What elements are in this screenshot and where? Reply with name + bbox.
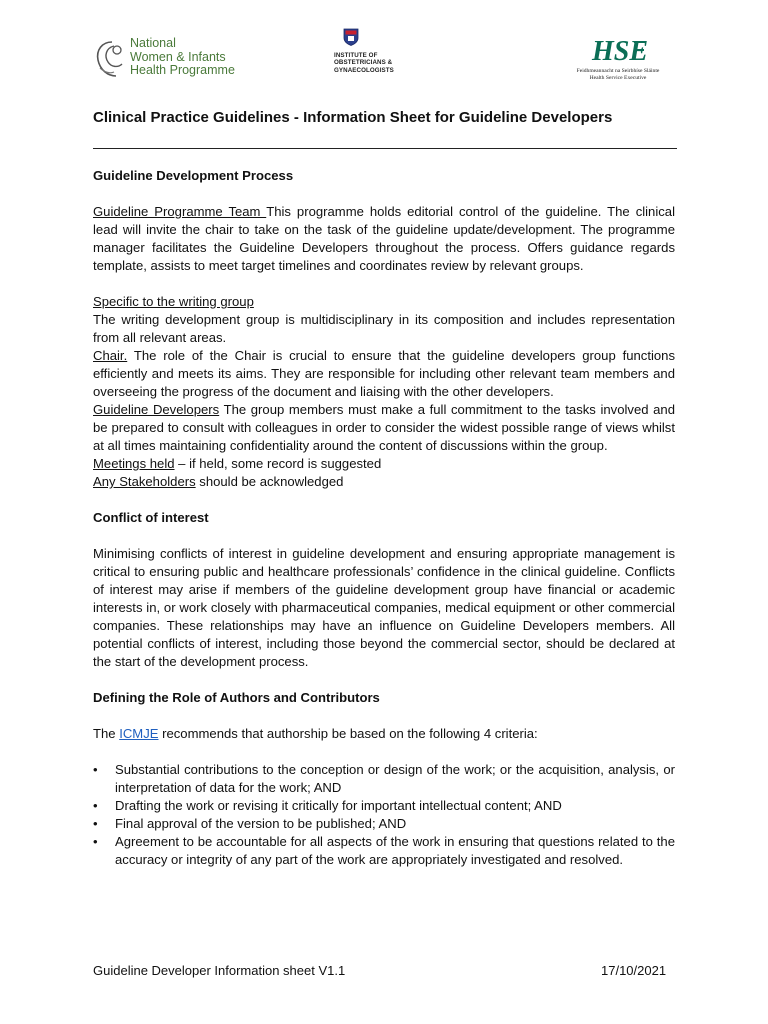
nwihp-logo — [92, 36, 252, 84]
section-heading-authors: Defining the Role of Authors and Contributors — [93, 690, 380, 705]
crest-icon — [343, 28, 359, 46]
list-item-text: Final approval of the version to be published; AND — [115, 816, 407, 831]
paragraph-chair — [93, 347, 675, 401]
list-item-text: Substantial contributions to the conception or design of the work; or the acquisition, analysis, or interpretation of data for the work; AND — [115, 762, 675, 795]
paragraph-icmje — [93, 725, 675, 743]
list-item — [93, 833, 675, 869]
paragraph-writing-group: The writing development group is multidisciplinary in its composition and includes representation from all relevant areas. — [93, 312, 675, 345]
paragraph-meetings — [93, 455, 675, 473]
mother-infant-icon — [92, 38, 132, 80]
label-developers: Guideline Developers — [93, 402, 220, 417]
icmje-link[interactable]: ICMJE — [119, 726, 159, 741]
label-stakeholders: Any Stakeholders — [93, 474, 196, 489]
document-title: Clinical Practice Guidelines - Information Sheet for Guideline Developers — [93, 109, 613, 126]
text-developers: The group members must make a full commitment to the tasks involved and be prepared to consult with colleagues in order to consider the widest possible range of views whilst at all times maintaining confidentiality around the content of discussions within the group. — [93, 402, 675, 453]
title-divider — [93, 148, 677, 149]
nwihp-logo-line1: National — [130, 36, 176, 50]
footer-document-name: Guideline Developer Information sheet V1.1 — [93, 963, 346, 978]
bullet-icon: • — [93, 762, 98, 777]
iog-logo-line2: OBSTETRICIANS & — [334, 59, 393, 67]
paragraph-programme-team — [93, 203, 675, 275]
label-meetings: Meetings held — [93, 456, 175, 471]
bullet-icon: • — [93, 834, 98, 849]
iog-logo-line3: GYNAECOLOGISTS — [334, 66, 394, 74]
paragraph-stakeholders — [93, 473, 675, 491]
paragraph-writing-group-label — [93, 293, 675, 311]
list-item — [93, 761, 675, 797]
label-chair: Chair. — [93, 348, 128, 363]
label-writing-group: Specific to the writing group — [93, 294, 254, 309]
hse-wordmark-icon — [590, 34, 650, 66]
text-icmje-post: recommends that authorship be based on the following 4 criteria: — [158, 726, 538, 741]
nwihp-logo-line3: Health Programme — [130, 63, 235, 77]
text-programme-team: This programme holds editorial control of the guideline. The clinical lead will invite the chair to take on the task of the guideline update/development. The programme manager facilitates the Guideline Developers throughout the process. Offers guidance regards template, assists to meet target timelines and coordinates review by relevant groups. — [93, 204, 675, 273]
section-heading-conflict: Conflict of interest — [93, 510, 209, 525]
text-icmje-pre: The — [93, 726, 120, 741]
section-heading-process: Guideline Development Process — [93, 168, 294, 183]
label-programme-team: Guideline Programme Team — [93, 204, 267, 219]
document-body — [93, 167, 675, 869]
hse-logo-line1: Feidhmeannacht na Seirbhíse Sláinte — [576, 68, 660, 74]
list-item — [93, 797, 675, 815]
text-chair: The role of the Chair is crucial to ensure that the guideline developers group functions efficiently and meets its aims. They are responsible for including other relevant team members and overseeing the progress of the document and liaising with the other developers. — [93, 348, 675, 399]
footer-date: 17/10/2021 — [601, 963, 667, 978]
criteria-list — [93, 761, 675, 869]
paragraph-developers — [93, 401, 675, 455]
nwihp-logo-line2: Women & Infants — [130, 49, 226, 64]
hse-logo-line2: Health Service Executive — [589, 74, 647, 81]
list-item-text: Agreement to be accountable for all aspects of the work in ensuring that questions related to the accuracy or integrity of any part of the work are appropriately investigated and resolved. — [115, 834, 675, 867]
list-item — [93, 815, 675, 833]
iog-logo-line1: INSTITUTE OF — [334, 52, 378, 59]
paragraph-conflict: Minimising conflicts of interest in guideline development and ensuring appropriate management is critical to ensuring public and healthcare professionals’ confidence in the clinical guideline. Conflicts of interest may arise if members of the guideline development group have financial or academic interests in, or work closely with pharmaceutical companies, medical equipment or other commercial companies. These relationships may have an influence on Guideline Developers members. All potential conflicts of interest, including those beyond the commercial sector, should be declared at the start of the development process. — [93, 546, 675, 669]
text-meetings: – if held, some record is suggested — [174, 456, 382, 471]
bullet-icon: • — [93, 816, 98, 831]
svg-text:HSE: HSE — [591, 36, 649, 66]
list-item-text: Drafting the work or revising it critically for important intellectual content; AND — [115, 798, 562, 813]
iog-logo — [330, 28, 430, 82]
text-stakeholders: should be acknowledged — [195, 474, 344, 489]
bullet-icon: • — [93, 798, 98, 813]
hse-logo — [555, 34, 680, 84]
